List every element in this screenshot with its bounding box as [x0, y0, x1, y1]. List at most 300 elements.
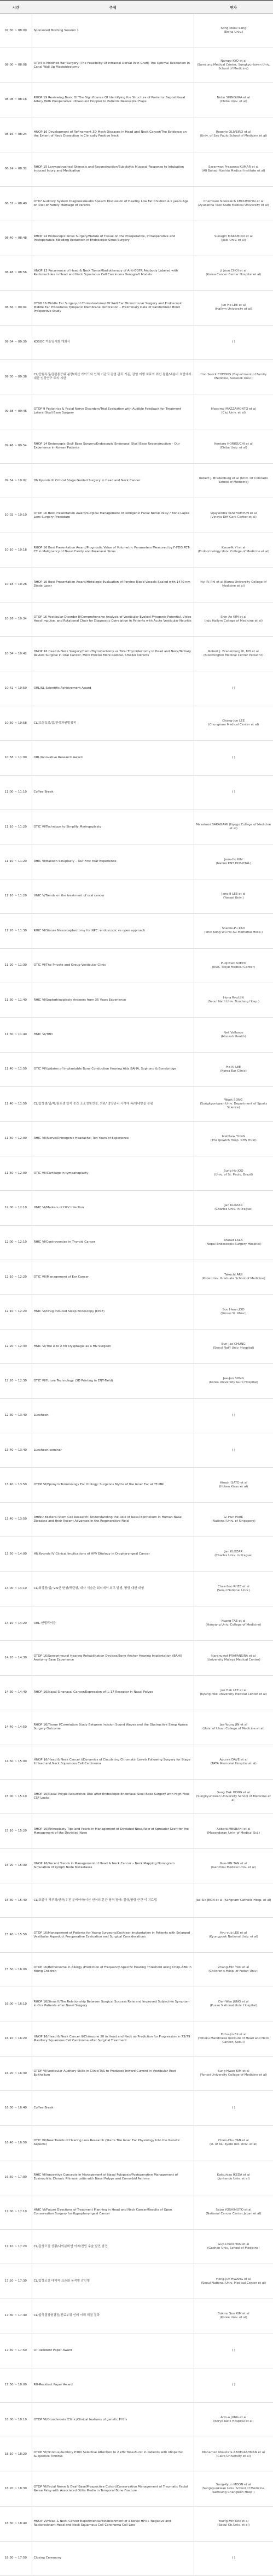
table-row — [0, 2333, 273, 2368]
session-time: 16:00 ~ 16:10 — [0, 1987, 32, 2022]
table-row — [0, 2437, 273, 2472]
table-row — [0, 1502, 273, 1537]
session-title: RHOP 16/Rhinoplasty Tips and Pearls in Management of Deviated Nose/Role of Spreader Graft for the Management of the Deviated Nose — [32, 1814, 194, 1848]
session-speaker: Ho-Ki LEE (Korea Ear Clinic) — [194, 1052, 273, 1086]
session-speaker: Shin-Ae KIM et al (Jeju Hallym College of Medicine et al) — [194, 602, 273, 636]
table-row — [0, 1710, 273, 1745]
speaker-column-header: 연자 — [194, 1, 273, 14]
session-speaker: Joon-Ho KIM (Nanno ENT HOSPITAL) — [194, 844, 273, 879]
session-speaker: Arm-a JUNG et al (Koryo Nat'l Hospital et al) — [194, 2402, 273, 2437]
session-speaker: Bokmo Son KIM et al (Korea Univ. et al) — [194, 2299, 273, 2333]
session-speaker: Young-Min KIM et al (Seoul Ch.Univ. et al) — [194, 2507, 273, 2541]
session-speaker: Jan KLOZAR (Charles Univ. in Prague) — [194, 1191, 273, 1225]
session-title: OTIC VI/Technique to Simplify Myringoplasty — [32, 810, 194, 844]
session-time: 07:30 ~ 08:00 — [0, 14, 32, 48]
session-title: RHOP 16/Nasal Sinonasal Cancer/Expression of IL-17 Receptor in Nasal Polyps — [32, 1675, 194, 1710]
table-row — [0, 1087, 273, 1121]
session-time: 11:10 ~ 11:20 — [0, 879, 32, 913]
session-speaker: Jae-Young JIN et al (Univ. of Ulsan College of Medicine et al) — [194, 1710, 273, 1745]
session-time: 12:00 ~ 12:10 — [0, 1191, 32, 1225]
table-row — [0, 1606, 273, 1640]
table-row — [0, 1675, 273, 1710]
session-time: 18:10 ~ 18:20 — [0, 2437, 32, 2472]
session-time: 16:50 ~ 17:00 — [0, 2160, 32, 2195]
session-speaker: Sung Ho JOO (Univ. of St. Paulo, Brazil) — [194, 1156, 273, 1190]
table-row — [0, 2402, 273, 2437]
session-time: 11:50 ~ 12:00 — [0, 1121, 32, 1156]
session-title: OT-Resident Paper Award — [32, 2333, 194, 2368]
session-title: OTOP VI/Vestibular Auditory Skills in Clinic/TAS to Produced Inward Current in Vestibular Root Epithelium — [32, 2057, 194, 2091]
session-speaker: Kuang TAE et al (Hanyang Univ. College of Medicine) — [194, 1606, 273, 1640]
session-title: RHOP 19 Reviewing Basic Of The Significance Of Identifying the Structure of Posterior Septal Nasal Artery With Preoperative Ultrasound Doppler to Patients Nasoseptal Flaps — [32, 82, 194, 117]
session-title: CL/간헐특징/갑판통증위 분량/최신 가이드와 인체 기관의 감염 관리 기준, 감염 이행 치료의 최신 통합/내분비 요법에서 대한 임상연구 토의 시한 — [32, 359, 194, 394]
session-title: HNOP 16/Recent Trends in Management of Head & Neck Cancer – Neck Mapping Nomogram Simulation of Lymph Node Metastases — [32, 1848, 194, 1883]
session-time: 17:00 ~ 17:10 — [0, 2195, 32, 2229]
session-speaker: ( ) — [194, 2541, 273, 2575]
session-time: 14:20 ~ 14:30 — [0, 1641, 32, 1675]
table-row — [0, 1918, 273, 1952]
session-speaker: Massimo MAZZAMONTO et al (Cluj Univ. et al) — [194, 394, 273, 429]
session-time: 17:50 ~ 18:00 — [0, 2368, 32, 2402]
table-row — [0, 256, 273, 290]
session-time: 14:00 ~ 14:10 — [0, 1571, 32, 1606]
session-speaker: Chae-Seo RHEE et al (Seoul National Univ.) — [194, 1571, 273, 1606]
session-time: 18:20 ~ 18:30 — [0, 2472, 32, 2506]
session-speaker: Matthew YUNG (The Ipswich Hosp. NHS Trust) — [194, 1121, 273, 1156]
session-speaker: Jae Hak LEE et al (Kyung Hee University Medical Center et al) — [194, 1675, 273, 1710]
session-time: 15:20 ~ 15:30 — [0, 1848, 32, 1883]
session-time: 08:00 ~ 08:08 — [0, 48, 32, 82]
session-speaker: Kwun-Ik YI et al (Endocrinology Univ. College of Medicine et al) — [194, 533, 273, 567]
table-row — [0, 2368, 273, 2402]
session-time: 11:20 ~ 11:30 — [0, 948, 32, 983]
table-row — [0, 1987, 273, 2022]
session-title: HNOP 13 Recurrence of Head & Neck Tumor/Radiotherapy of Anti-EGFR Antibody Labeled with Radionuclides in Head and Neck Squamous Cell Carcinoma Xenograft Models — [32, 256, 194, 290]
session-title: RHOP 16/Nasal Polyps Recurrence Risk after Endoscopic Endonasal Skull Base Surgery with High Flow CSF Leaks — [32, 1779, 194, 1813]
table-row — [0, 741, 273, 775]
session-title: ORL-인텔리서급 — [32, 1606, 194, 1640]
session-title: OTOP 16/Management of Patients for Young Surgeons/Cochlear Implantation in Patients with Enlarged Vestibular Aqueduct Preoperative Evaluation and Surgical Considerations — [32, 1918, 194, 1952]
session-time: 08:08 ~ 08:16 — [0, 82, 32, 117]
table-row — [0, 775, 273, 810]
session-speaker: Vijaywintra KOWHAMPUN et al (Vinaya Diff Care Center et al) — [194, 498, 273, 533]
table-row — [0, 48, 273, 82]
session-speaker: Hoo Seock CHEONG (Department of Family Medicine, Sookook Univ.) — [194, 359, 273, 394]
session-speaker: ( ) — [194, 2333, 273, 2368]
table-row — [0, 1641, 273, 1675]
session-time: 11:10 ~ 11:20 — [0, 810, 32, 844]
table-row — [0, 2195, 273, 2229]
session-time: 08:32 ~ 08:40 — [0, 186, 32, 221]
session-title: HNIC V/Trends on the treatment of oral cancer — [32, 879, 194, 913]
session-speaker: Soo Hwan JOO (Yonsei St. Mosc) — [194, 1295, 273, 1329]
table-row — [0, 2022, 273, 2056]
session-speaker: Dan-Won JUNG et al (Pusan National Univ. Hospital) — [194, 1987, 273, 2022]
session-speaker: Wook SONG (Sungkyunkwan Univ. Department of Sports Science) — [194, 1087, 273, 1121]
session-speaker: Song Mook Sang (Ewha Univ.) — [194, 14, 273, 48]
session-time: 16:20 ~ 16:30 — [0, 2057, 32, 2091]
session-time: 11:30 ~ 11:40 — [0, 1018, 32, 1052]
session-speaker: Katsuhisa IKEDA et al (Juntendo Univ. et al) — [194, 2160, 273, 2195]
session-time: 08:16 ~ 08:24 — [0, 117, 32, 152]
table-header-row — [0, 1, 273, 14]
table-row — [0, 879, 273, 913]
session-speaker: ( ) — [194, 741, 273, 775]
session-title: RHINO Bilateral Stem Cell Research: Understanding the Role of Nasal Epithelium in Human Nasal Diseases and their Recent Advances in the Regenerative Field — [32, 1502, 194, 1537]
session-time: 13:40 ~ 13:50 — [0, 1468, 32, 1502]
table-row — [0, 1468, 273, 1502]
session-title: CL/보험특보/갑/만성과원벌칭적 — [32, 706, 194, 740]
table-row — [0, 2541, 273, 2575]
session-time: 08:48 ~ 08:56 — [0, 256, 32, 290]
session-title: HNOP VI/Head & Neck Cancer Experimental/Establishment of a Novel HPV+ Negative and Radioresistant Head and Neck Squamous Cell Carcinoma Cell Line — [32, 2507, 194, 2541]
session-speaker: Jan KLOZAR (Charles Univ. in Prague) — [194, 1537, 273, 1571]
table-row — [0, 1745, 273, 1779]
session-time: 16:10 ~ 16:20 — [0, 2022, 32, 2056]
table-row — [0, 14, 273, 48]
session-title: OTIC VI/Future Technology (3D Printing in ENT-Field) — [32, 1364, 194, 1398]
session-speaker: Hiroshi SATO et al (Hoken Kizyo et al) — [194, 1468, 273, 1502]
session-time: 15:50 ~ 16:00 — [0, 1952, 32, 1987]
session-time: 18:30 ~ 17:50 — [0, 2541, 32, 2575]
table-row — [0, 2057, 273, 2091]
table-row — [0, 706, 273, 740]
session-speaker: Kyu-yub LEE et al (Kyungpook National Univ. et al) — [194, 1918, 273, 1952]
session-time: 17:10 ~ 17:20 — [0, 2230, 32, 2264]
session-title: RHOP 14 Endoscopic Skull Base Surgery/Endoscopic Endonasal Skull Base Reconstruction – Our Experience in Korean Patients — [32, 429, 194, 463]
session-title: OTOP 16/Sensorineural Hearing Rehabilitation Devices/Bone Anchor Hearing Implantation (BAHI) Anatomy Base Experience — [32, 1641, 194, 1675]
table-row — [0, 2230, 273, 2264]
table-row — [0, 498, 273, 533]
table-row — [0, 948, 273, 983]
table-row — [0, 1260, 273, 1295]
session-speaker: Jun Ho LEE et al (Hallym University et al) — [194, 291, 273, 325]
session-time: 14:30 ~ 14:40 — [0, 1675, 32, 1710]
session-title: RHIC VII/Nerve/Rhinogenic Headache; Ten Years of Experience — [32, 1121, 194, 1156]
session-speaker: Jae-Jun SONG (Korea University Guro Hospital) — [194, 1364, 273, 1398]
session-speaker: Sang Duk HONG et al (Sungkyunkwan University School of Medicine et al) — [194, 1779, 273, 1813]
session-time: 16:30 ~ 16:40 — [0, 2091, 32, 2125]
session-title: OTOP 16 Best Presentation Award/Surgical Management of Iatrogenic Facial Nerve Palsy / Bone Lapse Lens Surgery Procedure — [32, 498, 194, 533]
session-speaker: Nampo KYO et al (Samsung Medical Center, Sungkyunkwan Univ. School of Medicine) — [194, 48, 273, 82]
table-row — [0, 1121, 273, 1156]
session-time: 15:10 ~ 15:20 — [0, 1814, 32, 1848]
session-time: 10:34 ~ 10:42 — [0, 637, 32, 671]
session-title: OTIC VII/Management of Ear Cancer — [32, 1260, 194, 1295]
table-row — [0, 1779, 273, 1813]
table-row — [0, 186, 273, 221]
session-speaker: ( ) — [194, 2368, 273, 2402]
session-time: 09:04 ~ 09:30 — [0, 325, 32, 359]
session-title: KOSOC 겨울임시회 개최식 — [32, 325, 194, 359]
session-speaker: Hong-Jun HWANG et al (Seoul National Univ. Medical Center et al) — [194, 2264, 273, 2299]
session-speaker: Sunagiri MAKAMORI et al (Jikei Univ. et al) — [194, 221, 273, 256]
session-time: 13:40 ~ 13:40 — [0, 1433, 32, 1468]
session-title: RHOP 16 Best Presentation Award/Histologic Evaluation of Porcine Blood Vessels Sealed with 1470-nm Diode Laser — [32, 568, 194, 602]
table-row — [0, 325, 273, 359]
schedule-body — [0, 14, 273, 2576]
session-speaker: Takuchi ARII (Kobe Univ. Graduate School of Medicine) — [194, 1260, 273, 1295]
table-row — [0, 2507, 273, 2541]
session-speaker: Chemkarn Nooksaich KHOUMKHAI et al (Ayucanna Taxk State Medical University et al) — [194, 186, 273, 221]
table-row — [0, 983, 273, 1017]
table-row — [0, 394, 273, 429]
table-row — [0, 844, 273, 879]
table-row — [0, 671, 273, 706]
session-speaker: Guy-Cheol HAN et al (Gachon Univ. School of Medicine) — [194, 2230, 273, 2264]
session-speaker: Seizo YOSHIMOTO et al (National Cancer Center Japan et al) — [194, 2195, 273, 2229]
session-title: RHOP 16 Best Presentation Award/Prognostic Value of Volumetric Parameters Measured by F-FDG PET-CT in Malignancy of Nasal Cavity and Paranasal Sinus — [32, 533, 194, 567]
session-title: RHIC VI/Sinuse Nasoscaphectomy for NPC: endoscopic vs open approach — [32, 914, 194, 948]
session-speaker: Chien-Chu TAN et al (U. of AL, Kyoto Ind. Univ. et al) — [194, 2125, 273, 2160]
session-time: 10:26 ~ 10:34 — [0, 602, 32, 636]
session-speaker: ( ) — [194, 325, 273, 359]
session-time: 08:24 ~ 08:32 — [0, 152, 32, 186]
table-row — [0, 2091, 273, 2125]
table-row — [0, 1156, 273, 1190]
session-speaker: Mohamed Moustafa ABDELRAHMAN et al (Cairo University et al) — [194, 2437, 273, 2472]
session-time: 09:46 ~ 09:54 — [0, 429, 32, 463]
session-time: 11:10 ~ 11:20 — [0, 844, 32, 879]
table-row — [0, 2472, 273, 2506]
table-row — [0, 464, 273, 498]
table-row — [0, 1225, 273, 1260]
session-title: OTOP VI/Eponym Terminology For Otology: Surgeons Myths of the Inner Ear at TT-MRI — [32, 1468, 194, 1502]
session-title: OTOP 9 Pediatrics & Facial Nerve Disorders/Trial Evaluation with Audible Feedback for Treatment Lateral Skull Base Surgery — [32, 394, 194, 429]
table-row — [0, 1398, 273, 1433]
session-time: 18:30 ~ 18:40 — [0, 2507, 32, 2541]
table-row — [0, 810, 273, 844]
session-title: ORL/SL-Scientific Achievement Award — [32, 671, 194, 706]
session-title: CL/갑상샘/입/목/림프샘 인지 중간 조조영및연결, 의료/ 영양관리 사가에 측/하네양을 장평 — [32, 1087, 194, 1121]
session-speaker: Saranwan Prasanna KUMAR et al (All Bahadi Kashta Madical Institute et al) — [194, 152, 273, 186]
session-title: HNIC VI/The A to Z for Dysphagia as a HN Surgeon — [32, 1329, 194, 1363]
table-row — [0, 82, 273, 117]
session-speaker: Zhang-Min YAO et al (Children's Hosp. of Fudan Univ.) — [194, 1952, 273, 1987]
session-speaker: Sung-Kyun MOON et al (Sungkyunkwan Univ. School of Medicine, Samsung Changwon Hosp.) — [194, 2472, 273, 2506]
session-title: HNOP 16 Head & Neck Surgery/Hemi-Thyroidectomy vs Total Thyroidectomy in Head and Neck/Tertiary Review Surgical in Oral Cancer, More Precise More Radical, Smaller Defects — [32, 637, 194, 671]
table-row — [0, 359, 273, 394]
session-title: RHOP 14 Endoscopic Sinus Surgery/Nature of Tissue on the Preoperative, Intraoperative and Postoperative Bleeding Reduction in Endoscopic Sinus Surgery — [32, 221, 194, 256]
session-speaker: Jang-II LEE et al (Yonsei Univ.) — [194, 879, 273, 913]
session-speaker: Gi Hun PARK (National Univ. of Singapore) — [194, 1502, 273, 1537]
title-column-header: 주제 — [32, 1, 194, 14]
session-time: 11:50 ~ 12:00 — [0, 1156, 32, 1190]
session-time: 11:40 ~ 11:50 — [0, 1087, 32, 1121]
session-title: RHIC VI/Innovative Concepts in Management of Nasal Polyposis/Postoperative Management of Eosinophilic Chronic Rhinosinusitis with Nasal Polyps and Comorbid Asthma — [32, 2160, 194, 2195]
session-time: 08:56 ~ 09:04 — [0, 291, 32, 325]
session-time: 09:54 ~ 10:02 — [0, 464, 32, 498]
session-time: 11:20 ~ 11:30 — [0, 914, 32, 948]
session-time: 11:30 ~ 11:40 — [0, 983, 32, 1017]
table-row — [0, 1952, 273, 1987]
session-speaker: Dzhu-Jin Bil et al (Tohoku Mandinese Institute of Head and Neck Cancer, Seoul) — [194, 2022, 273, 2056]
session-speaker: Eun-Jae CHUNG (Seoul Nat'l Univ. Hospital) — [194, 1329, 273, 1363]
session-speaker: Hona Ryul JIN (Seoul Nat'l Univ. Bundang Hosp.) — [194, 983, 273, 1017]
session-title: RHOP 15 Laryngotracheal Stenosis and Reconstruction/Subglottic Mucosal Response to Intubation Induced Injury and Medication — [32, 152, 194, 186]
table-row — [0, 533, 273, 567]
table-row — [0, 1295, 273, 1329]
table-row — [0, 2264, 273, 2299]
session-title: OTIC VII/New Trends of Hearing Loss Research (Starts The Inner Ear Physiology Into the Genetic Aspects) — [32, 2125, 194, 2160]
session-time: 18:00 ~ 18:10 — [0, 2402, 32, 2437]
session-time: 17:30 ~ 17:40 — [0, 2299, 32, 2333]
session-time: 11:00 ~ 11:10 — [0, 775, 32, 810]
session-time: 17:20 ~ 17:30 — [0, 2264, 32, 2299]
session-title: RH-Resident Paper Award — [32, 2368, 194, 2402]
session-speaker: Naranuwat PRAPANSIRA et al (University Malaya Medical Center) — [194, 1641, 273, 1675]
session-speaker: Abbara MESBAHI et al (Mazandaran Univ. of Medical Sci.) — [194, 1814, 273, 1848]
session-title: OT07 Auditory System Diagnosis/Audio Speech Discussion of Healthy Low Fat Children 4-1 years Age on Diet of Family Marriage of Parents — [32, 186, 194, 221]
table-row — [0, 1433, 273, 1468]
table-row — [0, 1364, 273, 1398]
session-speaker: Guo-XIN TAN et al (Ganzhou Medical Univ. et al) — [194, 1848, 273, 1883]
table-row — [0, 291, 273, 325]
table-row — [0, 1814, 273, 1848]
session-time: 12:10 ~ 12:20 — [0, 1295, 32, 1329]
session-speaker: ( ) — [194, 2091, 273, 2125]
session-title: OTOP VI/Tinnitus/Auditory P300 Selective Attention to 2 kHz Tone-Burst in Patients with Idiopathic Subjective Tinnitus — [32, 2437, 194, 2472]
session-speaker: Sung Hwan KIM et al (Yonsei University College of Medicine et al) — [194, 2057, 273, 2091]
session-speaker: Kentaro HORIGUCHI et al (Chiba Univ. et al) — [194, 429, 273, 463]
session-time: 15:40 ~ 15:50 — [0, 1918, 32, 1952]
session-time: 14:40 ~ 14:50 — [0, 1710, 32, 1745]
table-row — [0, 1571, 273, 1606]
time-column-header: 시간 — [0, 1, 32, 14]
session-speaker: Rogerio OLIVEIRO et al (Univ. of Sao Paulo School of Medicine et al) — [194, 117, 273, 152]
session-speaker: Ji Joon CHOI et al (Korea Cancer Center Hospital et al) — [194, 256, 273, 290]
session-time: 10:58 ~ 11:00 — [0, 741, 32, 775]
session-time: 10:10 ~ 10:18 — [0, 533, 32, 567]
session-time: 10:02 ~ 10:10 — [0, 498, 32, 533]
session-title: RHIC VI/Controversies in Thyroid Cancer — [32, 1225, 194, 1260]
session-title: OTOP VI/Otosclerosis /Clinic/Clinical features of genetic PHHs — [32, 2402, 194, 2437]
table-row — [0, 637, 273, 671]
table-row — [0, 1537, 273, 1571]
table-row — [0, 1191, 273, 1225]
session-speaker: Neil Vallance (Monash Health) — [194, 1018, 273, 1052]
session-time: 13:40 ~ 13:50 — [0, 1502, 32, 1537]
session-time: 12:20 ~ 12:30 — [0, 1364, 32, 1398]
session-title: RHOP 16/Tissue I/Correlation Study Between Incision Sound Waves and the Obstructive Sleep Apnea Surgery Outcome — [32, 1710, 194, 1745]
table-row — [0, 914, 273, 948]
session-speaker: ( ) — [194, 775, 273, 810]
session-time: 09:38 ~ 09:46 — [0, 394, 32, 429]
session-time: 15:30 ~ 15:40 — [0, 1883, 32, 1918]
table-row — [0, 429, 273, 463]
session-title: HNOP 16 Development of Refinement 3D Mesh Diseases in Head and Neck Cancer/The Evidence on the Extent of Neck Dissection in Clinically Positive Neck — [32, 117, 194, 152]
table-row — [0, 2160, 273, 2195]
session-time: 15:00 ~ 15:10 — [0, 1779, 32, 1813]
session-title: RHIC VI/Balloon Sinuplasty – Our First Year Experience — [32, 844, 194, 879]
session-title: RHIC VI/Septorhinoplasty Answers from 35 Years Experience — [32, 983, 194, 1017]
table-row — [0, 221, 273, 256]
session-title: HN Kyunde IV Clinical Implications of HPV Etiology in Oropharyngeal Cancer — [32, 1537, 194, 1571]
session-time: 11:40 ~ 11:50 — [0, 1052, 32, 1086]
table-row — [0, 602, 273, 636]
session-title: Coffee Break — [32, 2091, 194, 2125]
session-time: 17:40 ~ 17:50 — [0, 2333, 32, 2368]
session-title: CL/입국결장형결정/진료부위 인쇄 이해 해결 결과 — [32, 2299, 194, 2333]
session-title: OT08 16 Middle Ear Surgery of Cholesteatoma/ Of Well Ear Microcircular Surgery and Endoscopic Middle Ear Procedures Tympanic Membrane Perforation – Preliminary Data of Randomized Blind Prospective Study — [32, 291, 194, 325]
session-title: CL/코골이 해부학/반하/우진 분비아파/시선 언어의 분관 영역 장애: 불규/방향 근간 이 치료법 — [32, 1883, 194, 1918]
session-speaker: Robert J. Bradenburg III, MD et al (Bloomington Medical Center Pediatric) — [194, 637, 273, 671]
session-title: Sponsored Morning Session 1 — [32, 14, 194, 48]
session-speaker: ( ) — [194, 1398, 273, 1433]
session-time: 12:30 ~ 13:40 — [0, 1398, 32, 1433]
session-speaker: Sherrie-Pu KAO (Shin Kong Wu Ho-Su Memorial Hosp.) — [194, 914, 273, 948]
session-title: HNIC VI/Drug Induced Sleep Endoscopy (DISE) — [32, 1295, 194, 1329]
session-title: ORL/Innovative Research Award — [32, 741, 194, 775]
session-speaker: ( ) — [194, 671, 273, 706]
session-time: 12:10 ~ 12:20 — [0, 1260, 32, 1295]
table-row — [0, 117, 273, 152]
session-title: CL/최상장/입/ VIS연 변형/팩린형, 대사 식습관 회의에서 최고 발생, 방향 대한 대형 — [32, 1571, 194, 1606]
table-row — [0, 1329, 273, 1363]
table-row — [0, 1883, 273, 1918]
session-speaker: Jae-Sik JEON et al (Kangnam Catholic Hosp. et al) — [194, 1883, 273, 1918]
session-title: Luncheon — [32, 1398, 194, 1433]
session-title: OTIC VI/Updates of Implantable Bone Conduction Hearing Aids BAHA, Sophono & Bonebridge — [32, 1052, 194, 1086]
session-time: 12:00 ~ 12:10 — [0, 1225, 32, 1260]
session-title: Coffee Break — [32, 775, 194, 810]
table-row — [0, 152, 273, 186]
session-speaker: ( ) — [194, 1433, 273, 1468]
session-title: OTIC VI/The Private and Group Vestibular Clinic — [32, 948, 194, 983]
session-title: Closing Ceremony — [32, 2541, 194, 2575]
table-row — [0, 568, 273, 602]
session-title: CL/갑상조절 상황/나이분비연 이지/전립 수술 발견 발견 — [32, 2230, 194, 2264]
table-row — [0, 1018, 273, 1052]
table-row — [0, 2299, 273, 2333]
session-title: OTOP 16/Bothersome in Allergy /Prediction of Frequency-Specific Hearing Threshold using Chirp-ABR in Young Children — [32, 1952, 194, 1987]
session-title: HN Kyunde III Critical Stage Guided Surgery in Head and Neck Cancer — [32, 464, 194, 498]
session-time: 14:50 ~ 15:00 — [0, 1745, 32, 1779]
session-title: HNOP 16/Head & Neck Cancer II/Chirozone 20 in Head and Neck as Prediction for Progression in 73/79 Maxillary Squamous Cell Carcinoma after Surgical Treatment — [32, 2022, 194, 2056]
session-time: 14:10 ~ 14:20 — [0, 1606, 32, 1640]
session-title: HNIC VI/Markers of HPV Infection — [32, 1191, 194, 1225]
session-speaker: Pudjiwati SOEPO (RSIC Tokyo Medical Center) — [194, 948, 273, 983]
table-row — [0, 1052, 273, 1086]
session-title: CL/갑상조절 대약적 표준화 동적명 감인형 — [32, 2264, 194, 2299]
session-title: OTOP 16 Vestibular Disorder II/Comprehensive Analysis of Vestibular Evoked Myogenic Potential, Video Head Impulse, and Rotational Chair for Diagnostic Correlation in Patients with Acute Vestibular Neuritis — [32, 602, 194, 636]
session-title: OT04 Is Modified Bar Surgery (The Feasibility Of Intraoral Dorsal Vein Graft) The Optimal Resolution In Canal Wall Up Mastoidectomy — [32, 48, 194, 82]
session-speaker: Apurva DAVE et al (TATA Memorial Hospital et al) — [194, 1745, 273, 1779]
session-speaker: Nyi-Ri Rhl et al (Korea University College of Medicine et al) — [194, 568, 273, 602]
session-speaker: Masafumi SAKAGAMI (Hyogo College of Medicine et al) — [194, 810, 273, 844]
session-title: HNIC VI/Future Directions of Treatment Planning in Head and Neck Cancer/Results of Open Conservation Surgery for Hypopharyngeal Cancer — [32, 2195, 194, 2229]
session-time: 10:18 ~ 10:26 — [0, 568, 32, 602]
table-row — [0, 2125, 273, 2160]
session-speaker: Chang-Jun LEE (Chungnam Medical Center et al) — [194, 706, 273, 740]
session-title: OTOP VI/Facial Nerve & Deaf Base/Prospective Cohort/Conservative Management of Traumatic Facial Nerve Palsy with Associated Otitis Media in Temporal Bone Fracture — [32, 2472, 194, 2506]
session-title: HNIC VI/TBD — [32, 1018, 194, 1052]
session-speaker: Robert J. Bradenburg et al (Univ. Of Colorado School of Medicine) — [194, 464, 273, 498]
session-time: 13:50 ~ 14:00 — [0, 1537, 32, 1571]
session-time: 08:40 ~ 08:48 — [0, 221, 32, 256]
session-title: Luncheon seminar — [32, 1433, 194, 1468]
session-time: 16:40 ~ 16:50 — [0, 2125, 32, 2160]
session-time: 10:42 ~ 10:50 — [0, 671, 32, 706]
session-title: HNOP 16/Head & Neck Cancer I/Dynamics of Circulating Chromatin Levels Following Surgery for Stage II Head and Neck Squamous Cell Carcinoma — [32, 1745, 194, 1779]
session-speaker: Murad LALA (Nepal Endoscopic Surgery Hospital) — [194, 1225, 273, 1260]
session-speaker: Nobu SHINOURA et al (Chiba Univ. et al) — [194, 82, 273, 117]
session-title: OTIC VII/Cartilage in tympanoplasty — [32, 1156, 194, 1190]
table-row — [0, 1848, 273, 1883]
session-title: RHOP 16/Sinus II/The Relationship Between Surgical Success Rate and Improved Subjective Symptom in Oca Patients after Nasal Surgery — [32, 1987, 194, 2022]
session-time: 10:50 ~ 10:58 — [0, 706, 32, 740]
session-time: 12:20 ~ 12:30 — [0, 1329, 32, 1363]
